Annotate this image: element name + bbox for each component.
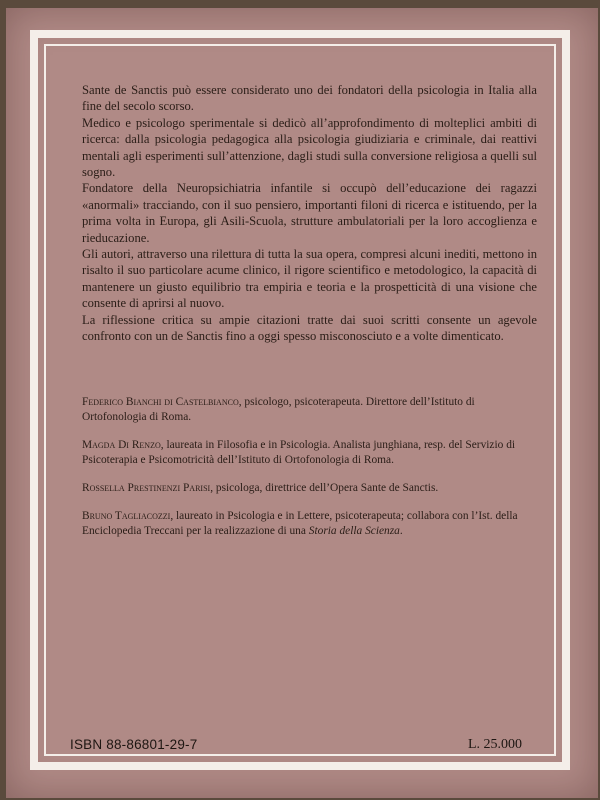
author-description: , laureato in Psicologia e in Lettere, psicoterapeuta; collabora con l’Ist. della Enciclopedia Treccani per la realizzazione di una xyxy=(82,510,518,537)
book-series-title: Storia della Scienza xyxy=(308,525,400,537)
author-bios xyxy=(82,395,542,552)
blurb-text xyxy=(82,82,537,345)
author-name: Rossella Prestinenzi Parisi xyxy=(82,482,211,494)
author-description: , psicologa, direttrice dell’Opera Sante de Sanctis. xyxy=(210,482,439,494)
blurb-paragraph-3: Fondatore della Neuropsichiatria infantile si occupò dell’educazione dei ragazzi «anormali» tracciando, con il suo pensiero, importanti filoni di ricerca e istituendo, per la prima volta in Europa, gli Asili-Scuola, strutture ambulatoriali per la loro accoglienza e rieducazione. xyxy=(82,181,537,245)
blurb-paragraph-4: Gli autori, attraverso una rilettura di tutta la sua opera, compresi alcuni inediti, mettono in risalto il suo particolare acume clinico, il rigore scientifico e metodologico, la capacità di mantenere un giusto equilibrio tra empiria e teoria e la prospetticità di una visione che consente di aprirsi al nuovo. xyxy=(82,247,537,311)
isbn-number: ISBN 88-86801-29-7 xyxy=(70,737,198,752)
author-description: , psicologo, psicoterapeuta. Direttore dell’Istituto di Ortofonologia di Roma. xyxy=(82,396,475,423)
author-description: , laureata in Filosofia e in Psicologia. Analista junghiana, resp. del Servizio di Psicoterapia e Psicomotricità dell’Istituto di Ortofonologia di Roma. xyxy=(82,439,516,466)
author-name: Federico Bianchi di Castelbianco xyxy=(82,396,239,408)
author-bio xyxy=(82,481,542,496)
author-name: Magda Di Renzo xyxy=(82,439,161,451)
author-bio xyxy=(82,438,542,468)
author-name: Bruno Tagliacozzi xyxy=(82,510,171,522)
author-bio xyxy=(82,395,542,425)
blurb-paragraph-5: La riflessione critica su ampie citazioni tratte dai suoi scritti consente un agevole confronto con un de Sanctis fino a oggi spesso misconosciuto e a volte dimenticato. xyxy=(82,312,537,344)
blurb-paragraph-2: Medico e psicologo sperimentale si dedicò all’approfondimento di molteplici ambiti di ricerca: dalla psicologia pedagogica alla psicologia giudiziaria e criminale, dai reattivi mentali agli esperimenti sull’attenzione, dagli studi sulla conversione religiosa a quelli sul sogno. xyxy=(82,115,537,180)
book-price: L. 25.000 xyxy=(467,737,522,752)
author-description-end: . xyxy=(399,525,403,537)
blurb-paragraph-1: Sante de Sanctis può essere considerato uno dei fondatori della psicologia in Italia alla fine del secolo scorso. xyxy=(82,83,537,114)
author-bio xyxy=(82,509,542,539)
